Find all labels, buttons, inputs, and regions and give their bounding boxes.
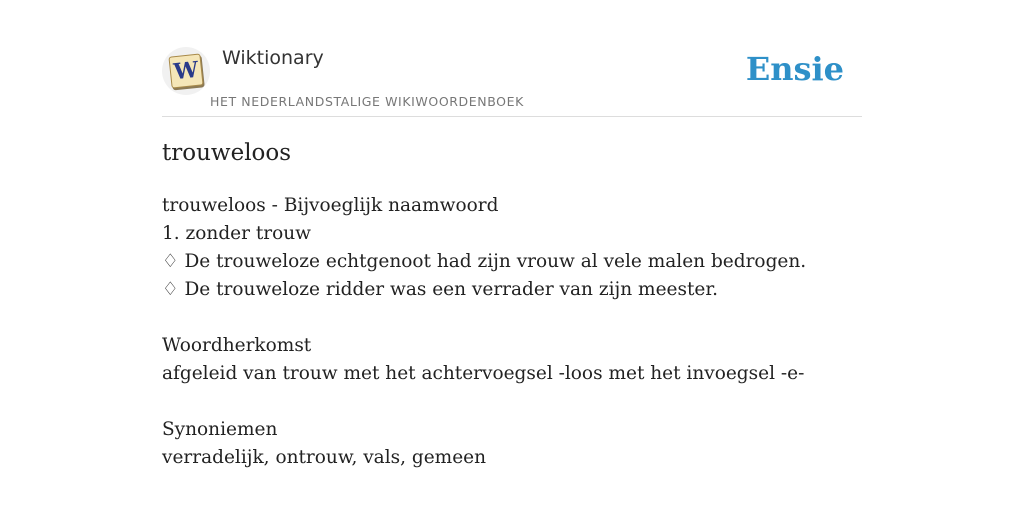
example-line: ♢ De trouweloze echtgenoot had zijn vrouw al vele malen bedrogen. <box>162 251 807 272</box>
definition-line: 1. zonder trouw <box>162 223 312 244</box>
site-header <box>162 44 862 117</box>
etymology-heading: Woordherkomst <box>162 335 312 356</box>
logo-letter: W <box>172 56 200 86</box>
spacer <box>162 304 862 332</box>
synonyms-text: verradelijk, ontrouw, vals, gemeen <box>162 447 487 468</box>
wiktionary-tile-icon <box>168 53 203 88</box>
example-line: ♢ De trouweloze ridder was een verrader van zijn meester. <box>162 279 719 300</box>
etymology-text: afgeleid van trouw met het achtervoegsel -loos met het invoegsel -e- <box>162 363 805 384</box>
synonyms-heading: Synoniemen <box>162 419 278 440</box>
page-title: trouweloos <box>162 140 292 166</box>
entry-content <box>162 192 862 472</box>
spacer <box>162 388 862 416</box>
wiktionary-logo[interactable] <box>162 47 210 95</box>
ensie-brand-logo[interactable]: Ensie <box>745 50 844 88</box>
site-tagline: HET NEDERLANDSTALIGE WIKIWOORDENBOEK <box>210 94 524 109</box>
site-name[interactable]: Wiktionary <box>222 47 324 69</box>
word-type-line: trouweloos - Bijvoeglijk naamwoord <box>162 195 499 216</box>
